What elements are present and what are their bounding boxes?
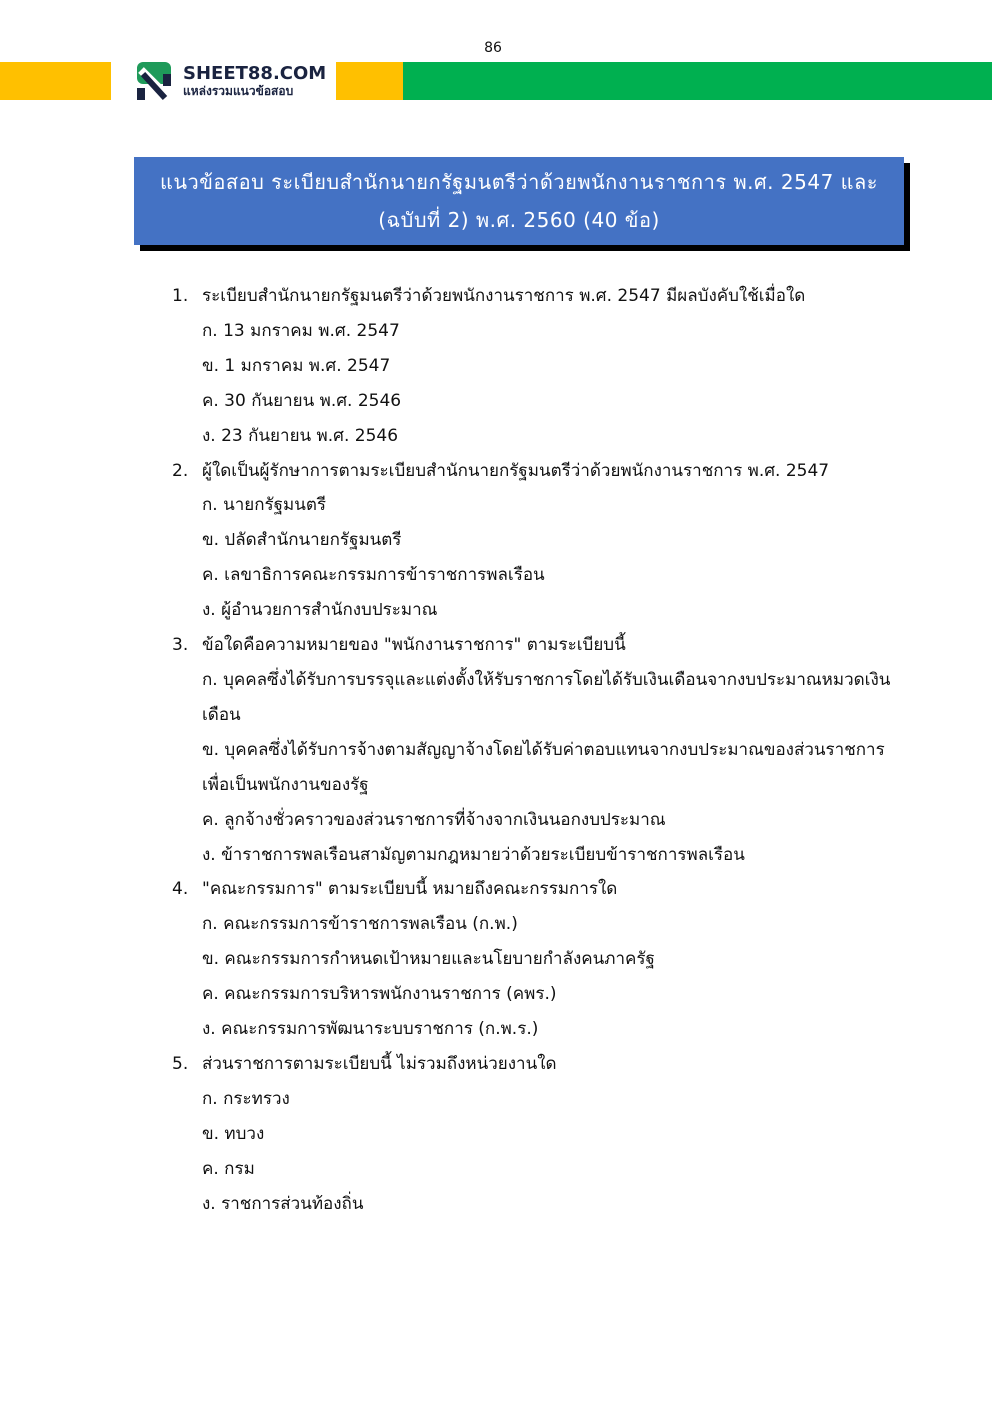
answer-option: ค. กรม (202, 1158, 255, 1179)
answer-option: ค. คณะกรรมการบริหารพนักงานราชการ (คพร.) (202, 984, 557, 1005)
title-line-1: แนวข้อสอบ ระเบียบสำนักนายกรัฐมนตรีว่าด้วยพนักงานราชการ พ.ศ. 2547 และ (159, 170, 879, 194)
answer-option: ง. ผู้อำนวยการสำนักงบประมาณ (202, 600, 438, 621)
question-item (172, 454, 902, 629)
page-title (134, 157, 904, 245)
header-bar-yellow-right (336, 62, 403, 100)
question-number: 4. (172, 879, 189, 900)
answer-option: ก. 13 มกราคม พ.ศ. 2547 (202, 320, 400, 341)
answer-option: ข. ทบวง (202, 1123, 265, 1144)
answer-option: ง. ข้าราชการพลเรือนสามัญตามกฎหมายว่าด้วยระเบียบข้าราชการพลเรือน (202, 844, 745, 865)
answer-option: ก. นายกรัฐมนตรี (202, 495, 327, 516)
answer-option: ข. 1 มกราคม พ.ศ. 2547 (202, 355, 391, 376)
title-line-2: (ฉบับที่ 2) พ.ศ. 2560 (40 ข้อ) (378, 208, 660, 232)
question-text: ระเบียบสำนักนายกรัฐมนตรีว่าด้วยพนักงานราชการ พ.ศ. 2547 มีผลบังคับใช้เมื่อใด (202, 286, 806, 306)
logo-tagline: แหล่งรวมแนวข้อสอบ (183, 84, 294, 98)
answer-option: ข. ปลัดสำนักนายกรัฐมนตรี (202, 530, 402, 551)
answer-option: ค. ลูกจ้างชั่วคราวของส่วนราชการที่จ้างจากเงินนอกงบประมาณ (202, 809, 666, 830)
answer-option: ก. คณะกรรมการข้าราชการพลเรือน (ก.พ.) (202, 914, 518, 935)
question-list (172, 279, 902, 1221)
question-text: ผู้ใดเป็นผู้รักษาการตามระเบียบสำนักนายกรัฐมนตรีว่าด้วยพนักงานราชการ พ.ศ. 2547 (202, 460, 830, 481)
question-item (172, 1047, 902, 1222)
answer-option: ค. เลขาธิการคณะกรรมการข้าราชการพลเรือน (202, 565, 545, 586)
question-item (172, 279, 902, 454)
answer-option: ง. ราชการส่วนท้องถิ่น (202, 1193, 364, 1214)
question-text: ส่วนราชการตามระเบียบนี้ ไม่รวมถึงหน่วยงานใด (202, 1053, 557, 1074)
answer-option: ค. 30 กันยายน พ.ศ. 2546 (202, 390, 402, 411)
answer-option: ข. คณะกรรมการกำหนดเป้าหมายและนโยบายกำลังคนภาครัฐ (202, 949, 655, 970)
answer-option: ก. บุคคลซึ่งได้รับการบรรจุและแต่งตั้งให้รับราชการโดยได้รับเงินเดือนจากงบประมาณหมวดเงินเดือน (202, 669, 891, 725)
answer-option: ง. คณะกรรมการพัฒนาระบบราชการ (ก.พ.ร.) (202, 1019, 539, 1040)
question-item (172, 628, 902, 872)
question-number: 5. (172, 1053, 189, 1074)
question-number: 2. (172, 460, 189, 481)
logo (135, 60, 326, 102)
header-bar-yellow-left (0, 62, 111, 100)
question-text: ข้อใดคือความหมายของ "พนักงานราชการ" ตามระเบียบนี้ (202, 635, 626, 656)
answer-option: ข. บุคคลซึ่งได้รับการจ้างตามสัญญาจ้างโดยได้รับค่าตอบแทนจากงบประมาณของส่วนราชการ เพื่อเป็นพนักงานของรัฐ (202, 739, 885, 795)
logo-s-icon (135, 60, 175, 102)
question-text: "คณะกรรมการ" ตามระเบียบนี้ หมายถึงคณะกรรมการใด (202, 879, 618, 900)
logo-name: SHEET88.COM (183, 63, 327, 84)
page-number: 86 (484, 40, 502, 56)
header-bar-green (403, 62, 992, 100)
question-number: 3. (172, 635, 189, 656)
question-item (172, 872, 902, 1047)
question-number: 1. (172, 286, 189, 306)
answer-option: ก. กระทรวง (202, 1088, 290, 1109)
answer-option: ง. 23 กันยายน พ.ศ. 2546 (202, 425, 399, 446)
